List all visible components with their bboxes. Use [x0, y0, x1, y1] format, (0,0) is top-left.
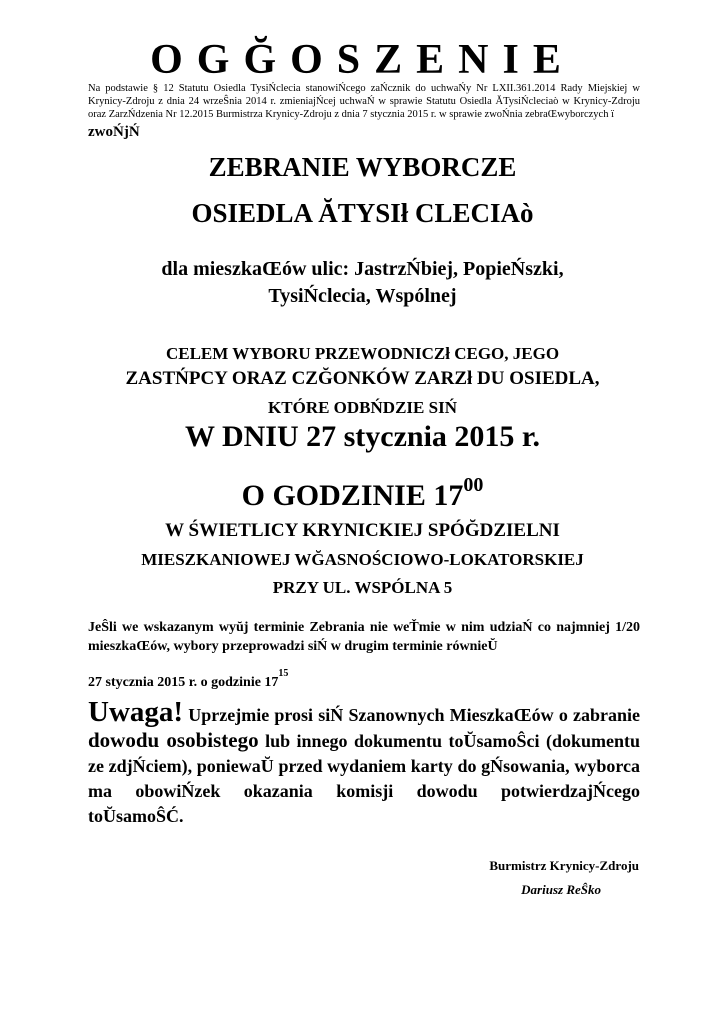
meeting-heading: ZEBRANIE WYBORCZE — [208, 152, 517, 182]
signature-name: Dariusz ReŜko — [521, 882, 601, 897]
meeting-hour-minutes: 00 — [463, 474, 484, 496]
fallback-term-minutes: 15 — [278, 668, 289, 679]
fallback-term-date — [88, 664, 288, 692]
residents-line-1: dla mieszkaŒów ulic: JastrzŃbiej, PopieŃszki, — [161, 258, 564, 280]
legal-basis-text: Na podstawie § 12 Statutu Osiedla TysiŃclecia stanowiŃcego zaŃcznik do uchwaŃy Nr LXII.361.2014 Rady Miejskiej w Krynicy-Zdroju z dnia 24 wrzeŜnia 2014 r. zmieniajŃcej uchwaŃ w sprawie Statutu Osiedla ĂTysiŃcleciaò w Krynicy-Zdroju oraz ZarzŃdzenia Nr 12.2015 Burmistrza Krynicy-Zdroju z dnia 7 stycznia 2015 r. w sprawie zwoŃnia zebraŒwyborczych ï — [88, 83, 640, 120]
notice-label: Uwaga! — [88, 696, 184, 728]
meeting-hour — [0, 474, 725, 513]
purpose-line-2: ZASTŃPCY ORAZ CZĞONKÓW ZARZł DU OSIEDLA, — [125, 368, 600, 389]
meeting-date: W DNIU 27 stycznia 2015 r. — [184, 420, 540, 453]
purpose-line-1: CELEM WYBORU PRZEWODNICZł CEGO, JEGO — [165, 344, 560, 363]
meeting-hour-label: O GODZINIE 17 — [241, 479, 464, 512]
place-line-2: MIESZKANIOWEJ WĞASNOŚCIOWO-LOKATORSKIEJ — [141, 550, 584, 569]
place-line-3: PRZY UL. WSPÓLNA 5 — [272, 578, 453, 597]
signature-office: Burmistrz Krynicy-Zdroju — [489, 858, 639, 873]
notice-text-b: lub innego dokumentu toŬsamoŜci (dokumentu ze zdjŃciem), poniewaŬ przed wydaniem karty do gŃsowania, wyborca ma obowiŃzek okazania komisji dowodu potwierdzajŃcego toŬsamoŜĆ. — [88, 731, 640, 826]
purpose-line-3: KTÓRE ODBŃDZIE SIŃ — [268, 398, 457, 417]
notice-block — [88, 696, 640, 829]
fallback-term-date-text: 27 stycznia 2015 r. o godzinie 17 — [88, 675, 279, 690]
meeting-subheading: OSIEDLA ĂTYSIł CLECIAò — [191, 198, 534, 228]
residents-line-2: TysiŃclecia, Wspólnej — [268, 285, 457, 307]
place-line-1: W ŚWIETLICY KRYNICKIEJ SPÓĞDZIELNI — [165, 520, 560, 541]
legal-basis-last-word: zwoŃjŃ — [88, 124, 140, 140]
notice-text-a: Uprzejmie prosi siŃ Szanownych MieszkaŒów o zabranie — [188, 705, 640, 725]
announcement-title: OGĞOSZENIE — [150, 37, 575, 83]
notice-document: dowodu osobistego — [88, 728, 259, 752]
fallback-term-text: JeŜli we wskazanym wyŭj terminie Zebrania nie weŤmie w nim udziaŃ co najmniej 1/20 mieszkaŒów, wybory przeprowadzi siŃ w drugim terminie równieŬ — [88, 620, 640, 654]
